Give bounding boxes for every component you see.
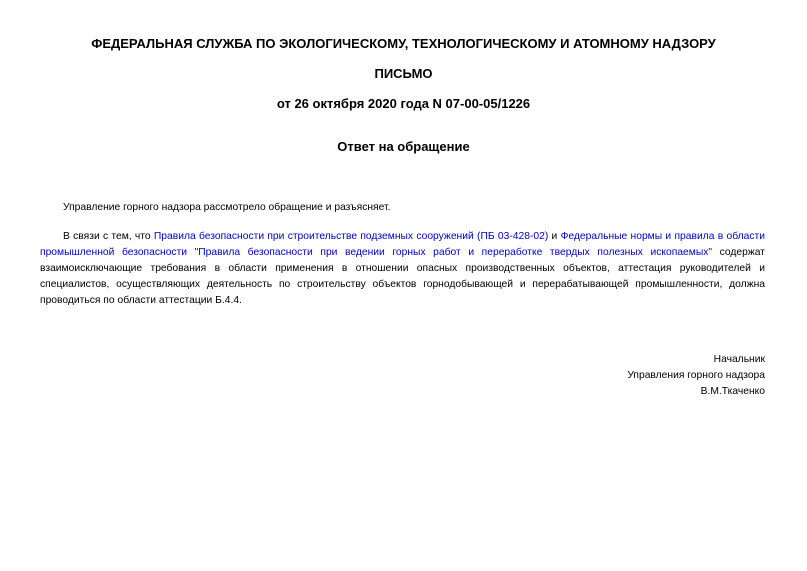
- regulation-link-federal-norms[interactable]: Федеральные нормы и правила в области промышленной безопасности "Правила безопасности при ведении горных работ и переработке твердых полезных ископаемых": [40, 231, 765, 258]
- regulation-link-pb-03-428-02[interactable]: Правила безопасности при строительстве подземных сооружений (ПБ 03-428-02): [153, 231, 549, 242]
- paragraph-main: [40, 229, 765, 309]
- document-date-number: от 26 октября 2020 года N 07-00-05/1226: [276, 96, 531, 111]
- document-subject: Ответ на обращение: [337, 139, 470, 154]
- document-type: ПИСЬМО: [374, 66, 433, 81]
- signature-position: Начальник: [713, 354, 765, 365]
- paragraph-main-rest: содержат взаимоисключающие требования в области применения в отношении опасных производственных объектов, аттестация руководителей и специалистов, осуществляющих деятельность по строительству объектов горнодобывающей и перерабатывающей промышленности, должна проводиться по области аттестации Б.4.4.: [40, 247, 765, 306]
- signature-name: В.М.Ткаченко: [700, 386, 765, 397]
- agency-title: ФЕДЕРАЛЬНАЯ СЛУЖБА ПО ЭКОЛОГИЧЕСКОМУ, ТЕХНОЛОГИЧЕСКОМУ И АТОМНОМУ НАДЗОРУ: [91, 36, 716, 51]
- paragraph-intro: Управление горного надзора рассмотрело обращение и разъясняет.: [63, 202, 391, 213]
- paragraph-main-conjunction: и: [548, 231, 561, 242]
- signature-department: Управления горного надзора: [627, 370, 765, 381]
- paragraph-main-intro: В связи с тем, что: [63, 231, 154, 242]
